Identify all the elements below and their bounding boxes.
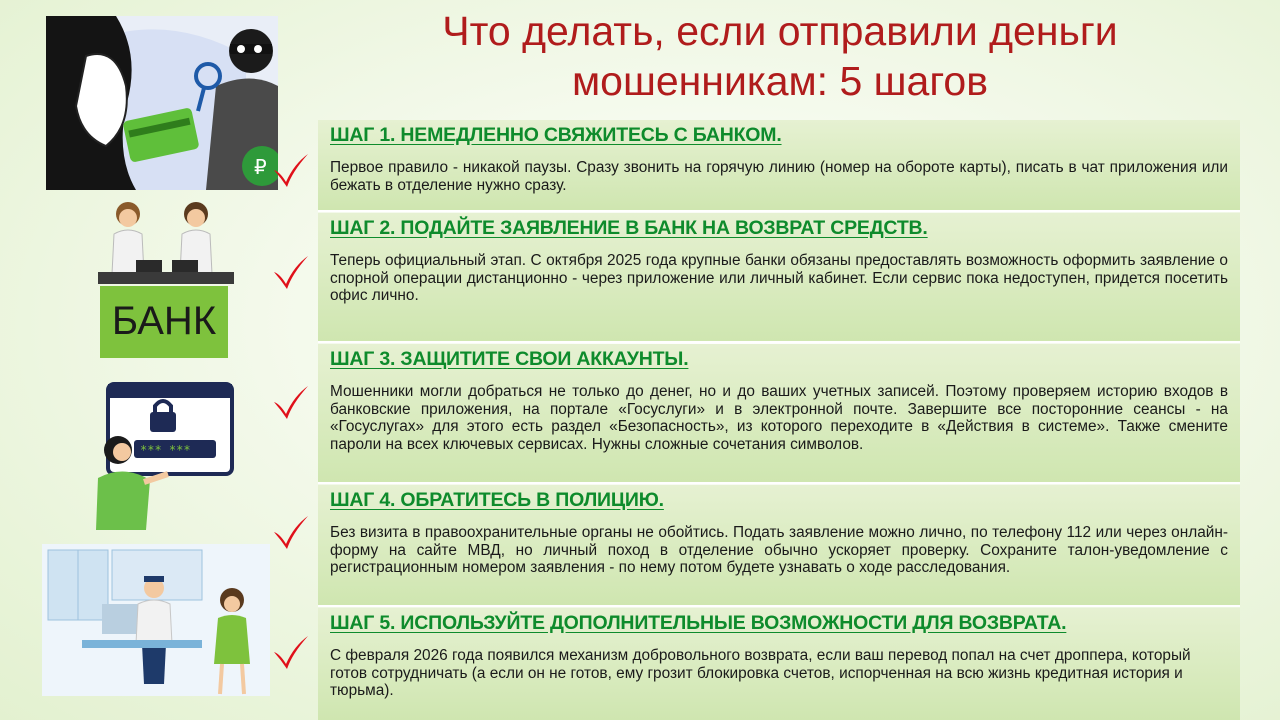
step-title: ШАГ 4. ОБРАТИТЕСЬ В ПОЛИЦИЮ. <box>330 489 664 511</box>
step-card-1 <box>318 120 1240 212</box>
check-icon <box>270 632 310 672</box>
step-card-3 <box>318 344 1240 484</box>
step-text: Теперь официальный этап. С октября 2025 года крупные банки обязаны предоставлять возможность оформить заявление о спорной операции дистанционно - через приложение или личный кабинет. Если сервис пока недоступен, придется посетить офис лично. <box>330 252 1228 304</box>
svg-text:*** ***: *** *** <box>140 443 191 457</box>
check-icon <box>270 382 310 422</box>
check-icon <box>270 150 310 190</box>
step-title: ШАГ 2. ПОДАЙТЕ ЗАЯВЛЕНИЕ В БАНК НА ВОЗВРАТ СРЕДСТВ. <box>330 217 928 239</box>
check-icon <box>270 252 310 292</box>
title-line-1: Что делать, если отправили деньги <box>442 8 1118 54</box>
step-card-2 <box>318 213 1240 343</box>
step-text: Первое правило - никакой паузы. Сразу звонить на горячую линию (номер на обороте карты), писать в чат приложения или бежать в отделение нужно сразу. <box>330 159 1228 194</box>
step-text: Мошенники могли добраться не только до денег, но и до ваших учетных записей. Поэтому проверяем историю входов в банковские приложения, на портале «Госуслуги» и в электронной почте. Завершите все посторонние сеансы - на «Госуслугах» для этого есть раздел «Безопасность», из которого переходите в «Действия в системе». Также смените пароли на всех ключевых сервисах. Нужны сложные сочетания символов. <box>330 383 1228 453</box>
password-lock-illustration <box>88 378 238 530</box>
bank-sign: БАНК <box>111 299 217 343</box>
step-title: ШАГ 5. ИСПОЛЬЗУЙТЕ ДОПОЛНИТЕЛЬНЫЕ ВОЗМОЖНОСТИ ДЛЯ ВОЗВРАТА. <box>330 612 1067 634</box>
step-title: ШАГ 3. ЗАЩИТИТЕ СВОИ АККАУНТЫ. <box>330 348 689 370</box>
check-icon <box>270 512 310 552</box>
svg-text:₽: ₽ <box>254 155 267 179</box>
page-title <box>300 6 1260 106</box>
step-card-4 <box>318 485 1240 607</box>
fraud-call-illustration <box>46 16 278 190</box>
step-text: С февраля 2026 года появился механизм добровольного возврата, если ваш перевод попал на счет дроппера, который готов сотрудничать (а если он не готов, ему грозит блокировка счетов, испорченная на всю жизнь кредитная история и тюрьма). <box>330 647 1191 699</box>
police-office-illustration <box>42 544 270 696</box>
step-text: Без визита в правоохранительные органы не обойтись. Подать заявление можно лично, по телефону 112 или через онлайн-форму на сайте МВД, но личный поход в отделение обычно ускоряет проверку. Сохраните талон-уведомление с регистрационным номером заявления - по нему потом будете узнавать о ходе расследования. <box>330 524 1228 576</box>
step-card-5 <box>318 608 1240 720</box>
title-line-2: мошенникам: 5 шагов <box>571 58 988 104</box>
step-title: ШАГ 1. НЕМЕДЛЕННО СВЯЖИТЕСЬ С БАНКОМ. <box>330 124 782 146</box>
